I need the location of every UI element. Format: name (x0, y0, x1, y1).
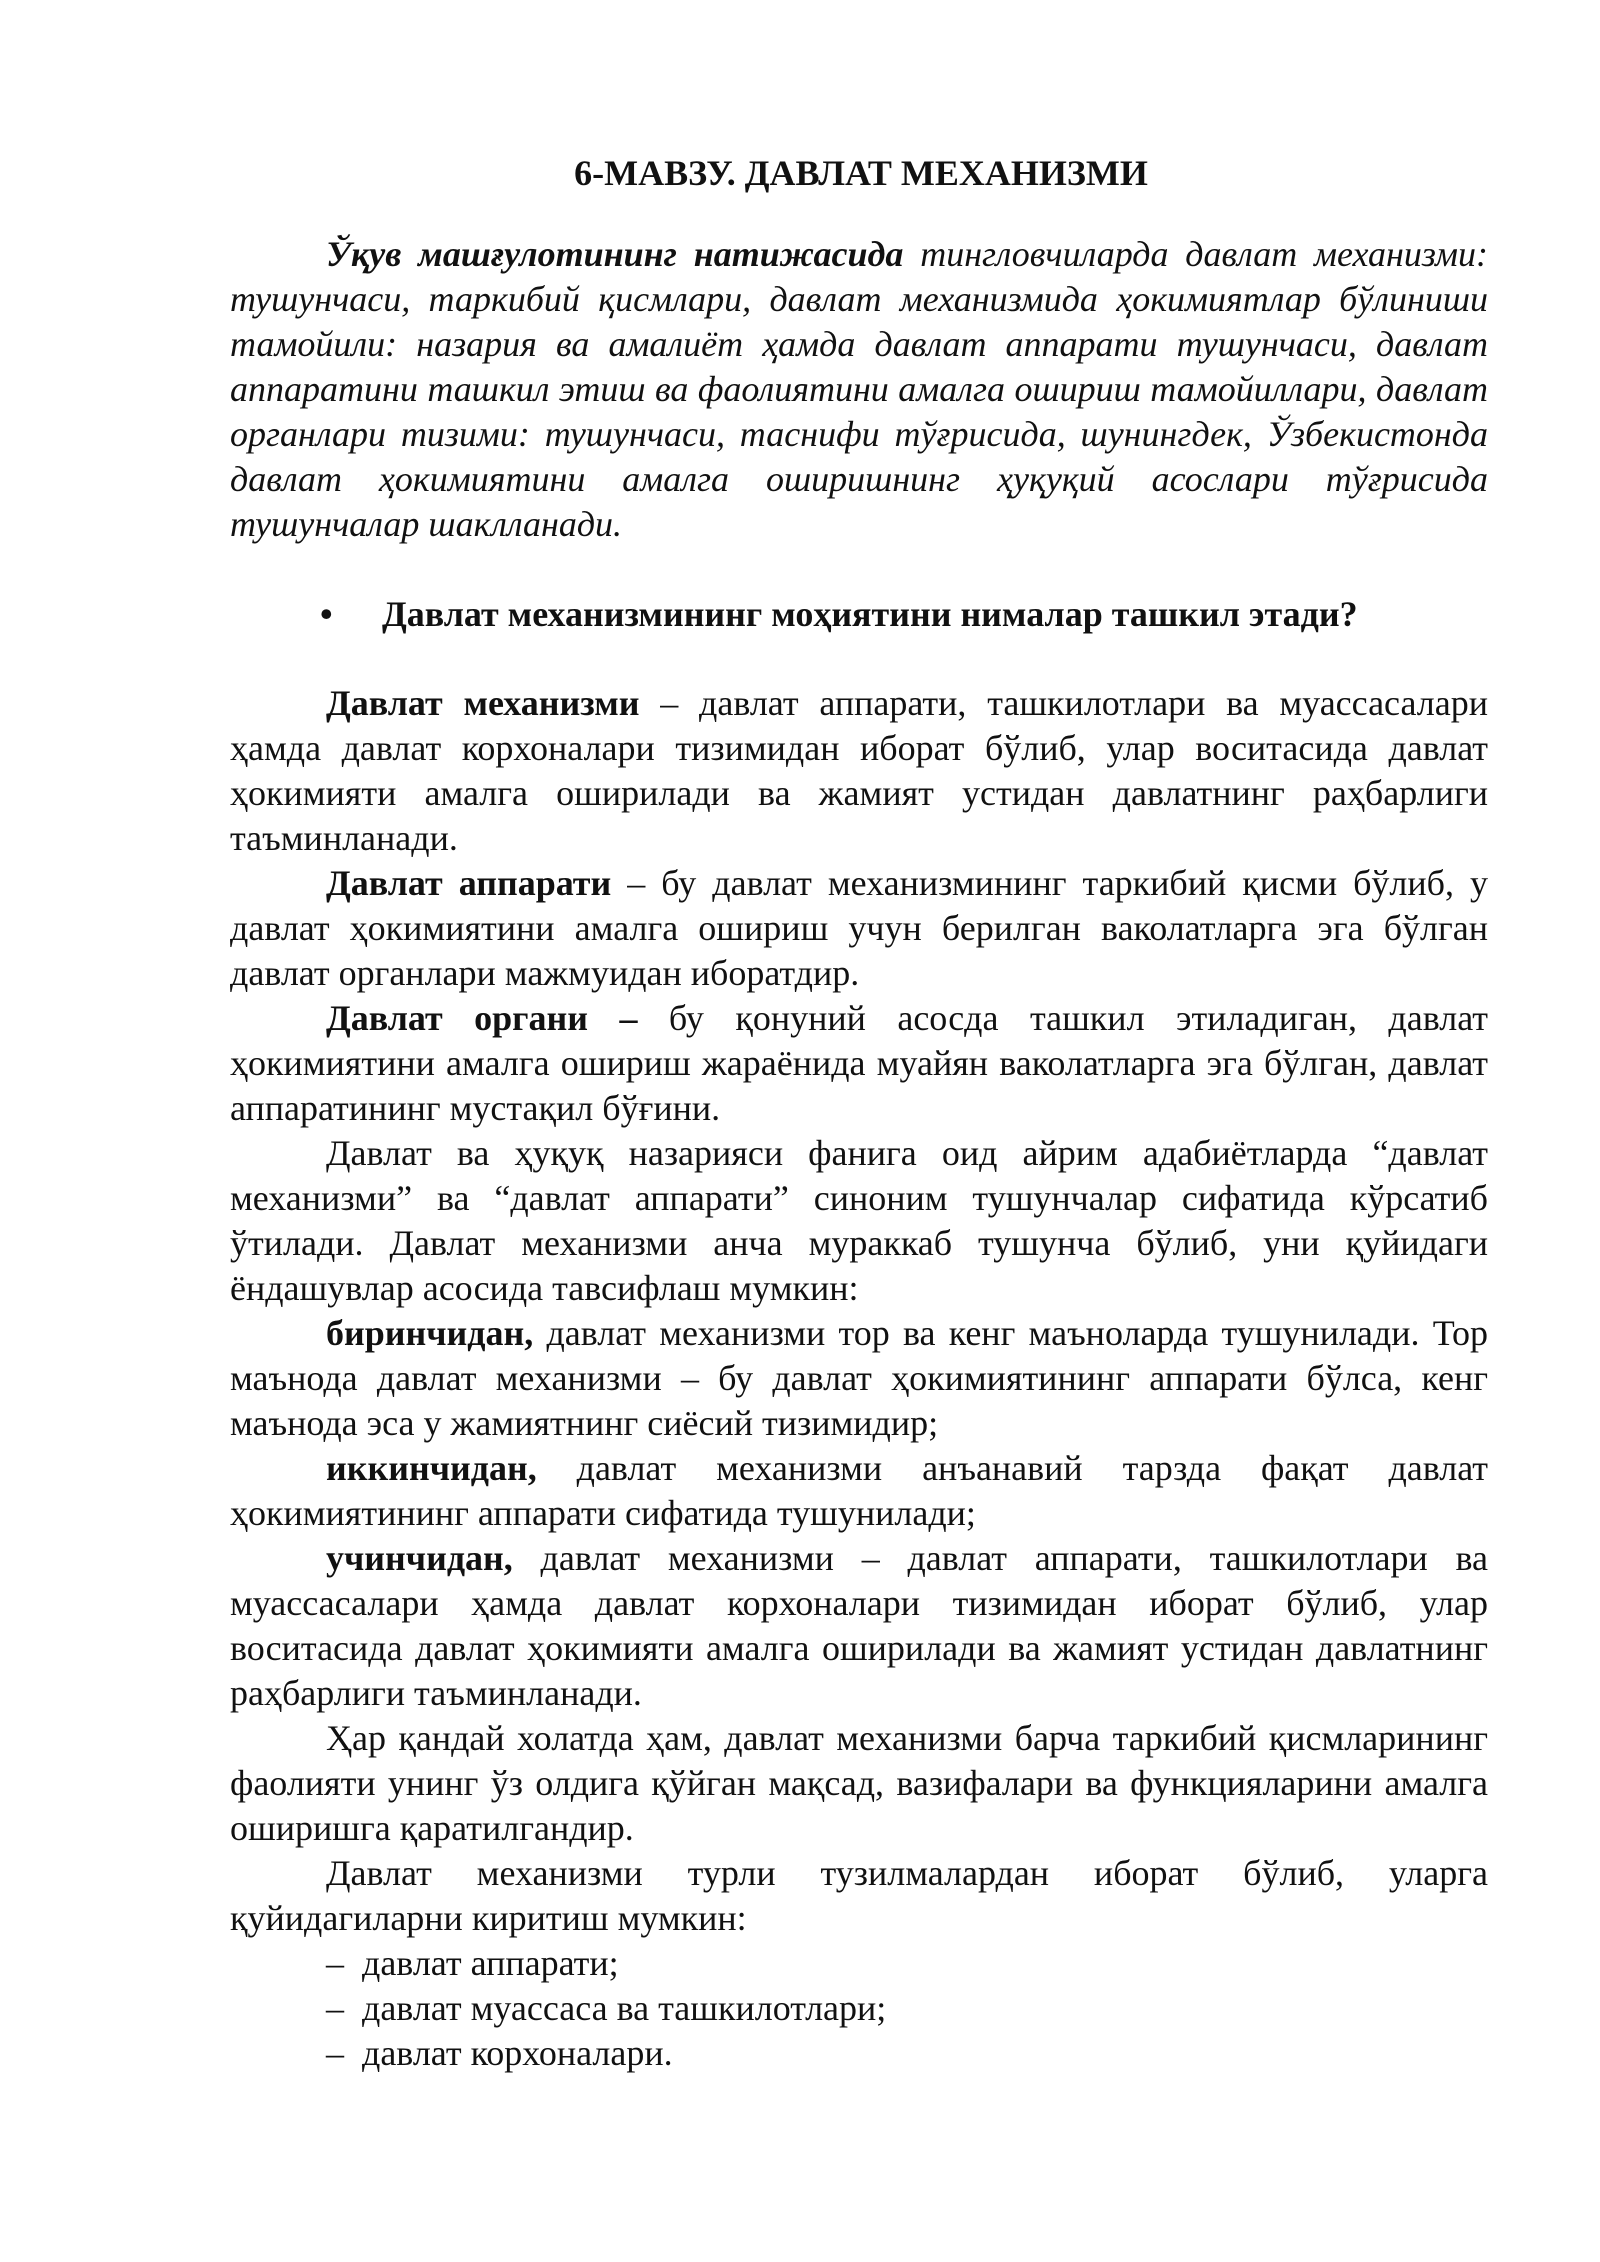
list-item (230, 2031, 1488, 2076)
paragraph-third (230, 1536, 1488, 1716)
paragraph-definition-mechanism (230, 681, 1488, 861)
term: Давлат механизми (326, 683, 640, 723)
dash-icon: – (326, 2033, 344, 2073)
dash-icon: – (326, 1988, 344, 2028)
term: Давлат аппарати (326, 863, 612, 903)
term: биринчидан, (326, 1313, 534, 1353)
paragraph-text: давлат механизми анъанавий тарзда фақат давлат ҳокимиятининг аппарати сифатида тушунилади; (230, 1448, 1488, 1533)
paragraph-second (230, 1446, 1488, 1536)
page-title: 6-МАВЗУ. ДАВЛАТ МЕХАНИЗМИ (574, 153, 1148, 193)
paragraph-first (230, 1311, 1488, 1446)
list-item-text: давлат аппарати; (362, 1943, 619, 1983)
question-text: Давлат механизмининг моҳиятини нималар ташкил этади? (382, 594, 1358, 634)
paragraph-text: бу қонуний асосда ташкил этиладиган, давлат ҳокимиятини амалга ошириш жараёнида муайян ваколатларга эга бўлган, давлат аппаратининг мустақил бўғини. (230, 998, 1488, 1128)
paragraph-activity (230, 1716, 1488, 1851)
bullet-icon: • (320, 594, 333, 634)
paragraph-definition-apparatus (230, 861, 1488, 996)
paragraph-literature (230, 1131, 1488, 1311)
term: иккинчидан, (326, 1448, 537, 1488)
dash-icon: – (326, 1943, 344, 1983)
paragraph-text: – давлат аппарати, ташкилотлари ва муассасалари ҳамда давлат корхоналари тизимидан иборат бўлиб, улар воситасида давлат ҳокимияти амалга оширилади ва жамият устидан давлатнинг раҳбарлиги таъминланади. (230, 683, 1488, 858)
paragraph-definition-organ (230, 996, 1488, 1131)
paragraph-structures (230, 1851, 1488, 1941)
paragraph-text: давлат механизми – давлат аппарати, ташкилотлари ва муассасалари ҳамда давлат корхоналари тизимидан иборат бўлиб, улар воситасида давлат ҳокимияти амалга оширилади ва жамият устидан давлатнинг раҳбарлиги таъминланади. (230, 1538, 1488, 1713)
term: учинчидан, (326, 1538, 513, 1578)
term: Давлат органи – (326, 998, 638, 1038)
intro-text: тингловчиларда давлат механизми: тушунчаси, таркибий қисмлари, давлат механизмида ҳокимиятлар бўлиниши тамойили: назария ва амалиёт ҳамда давлат аппарати тушунчаси, давлат аппаратини ташкил этиш ва фаолиятини амалга ошириш тамойиллари, давлат органлари тизими: тушунчаси, таснифи тўғрисида, шунингдек, Ўзбекистонда давлат ҳокимиятини амалга оширишнинг ҳуқуқий асослари тўғрисида тушунчалар шаклланади. (230, 234, 1488, 544)
paragraph-text: Давлат механизми турли тузилмалардан иборат бўлиб, уларга қуйидагиларни киритиш мумкин: (230, 1853, 1488, 1938)
list-item (230, 1986, 1488, 2031)
document-page (230, 150, 1488, 2076)
section-question (230, 591, 1488, 637)
paragraph-text: Давлат ва ҳуқуқ назарияси фанига оид айрим адабиётларда “давлат механизми” ва “давлат аппарати” синоним тушунчалар сифатида кўрсатиб ўтилади. Давлат механизми анча мураккаб тушунча бўлиб, уни қуйидаги ёндашувлар асосида тавсифлаш мумкин: (230, 1133, 1488, 1308)
list-item-text: давлат муассаса ва ташкилотлари; (362, 1988, 887, 2028)
paragraph-text: Ҳар қандай холатда ҳам, давлат механизми барча таркибий қисмларининг фаолияти унинг ўз олдига қўйган мақсад, вазифалари ва функцияларини амалга оширишга қаратилгандир. (230, 1718, 1488, 1848)
paragraph-text: давлат механизми тор ва кенг маъноларда тушунилади. Тор маънода давлат механизми – бу давлат ҳокимиятининг аппарати бўлса, кенг маънода эса у жамиятнинг сиёсий тизимидир; (230, 1313, 1488, 1443)
intro-paragraph (230, 232, 1488, 547)
structures-list (230, 1941, 1488, 2076)
list-item-text: давлат корхоналари. (362, 2033, 673, 2073)
list-item (230, 1941, 1488, 1986)
intro-lead: Ўқув машғулотининг натижасида (326, 234, 904, 274)
paragraph-text: – бу давлат механизмининг таркибий қисми бўлиб, у давлат ҳокимиятини амалга ошириш учун берилган ваколатларга эга бўлган давлат органлари мажмуидан иборатдир. (230, 863, 1489, 993)
